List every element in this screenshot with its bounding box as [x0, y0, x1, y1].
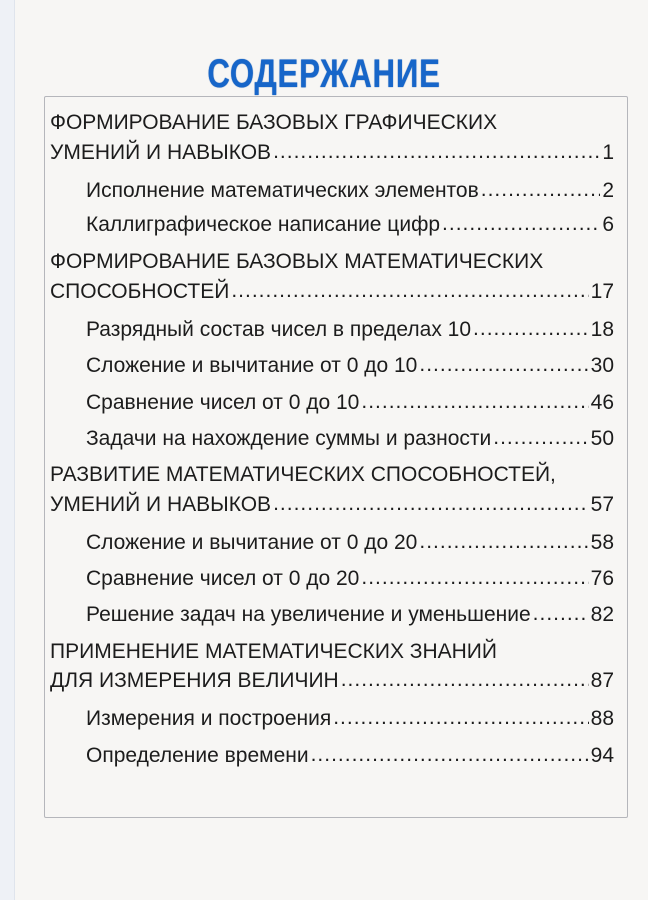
toc-item-label: Разрядный состав чисел в пределах 10 — [86, 318, 472, 341]
toc-item-page: 88 — [590, 707, 614, 730]
leader-dots — [333, 705, 588, 731]
toc-item[interactable] — [86, 566, 614, 592]
toc-item[interactable] — [86, 530, 614, 556]
toc-item[interactable] — [86, 212, 614, 238]
page-title: СОДЕРЖАНИЕ — [207, 52, 441, 96]
toc-section-1-line1: ФОРМИРОВАНИЕ БАЗОВЫХ ГРАФИЧЕСКИХ — [50, 111, 498, 134]
toc-item-label: Исполнение математических элементов — [86, 179, 479, 202]
leader-dots — [481, 177, 601, 203]
toc-item-page: 58 — [590, 531, 614, 554]
toc-item-page: 30 — [590, 354, 614, 377]
toc-item[interactable] — [86, 426, 614, 452]
toc-section-4-line1: ПРИМЕНЕНИЕ МАТЕМАТИЧЕСКИХ ЗНАНИЙ — [50, 640, 497, 663]
toc-item-label: Определение времени — [86, 744, 309, 767]
toc-item[interactable] — [86, 178, 614, 204]
leader-dots — [361, 565, 588, 591]
toc-section-4-line2: ДЛЯ ИЗМЕРЕНИЯ ВЕЛИЧИН — [50, 669, 339, 692]
leader-dots — [361, 389, 588, 415]
toc-section-4[interactable] — [50, 668, 614, 694]
toc-item-label: Сложение и вычитание от 0 до 20 — [86, 531, 418, 554]
toc-section-3[interactable] — [50, 492, 614, 518]
toc-item-label: Сравнение чисел от 0 до 10 — [86, 391, 360, 414]
toc-item[interactable] — [86, 353, 614, 379]
toc-section-1-page: 1 — [602, 141, 614, 164]
leader-dots — [231, 278, 588, 304]
toc-section-1-line2: УМЕНИЙ И НАВЫКОВ — [50, 141, 272, 164]
toc-item[interactable] — [86, 317, 614, 343]
toc-item[interactable] — [86, 390, 614, 416]
leader-dots — [533, 601, 589, 627]
toc-item-label: Сложение и вычитание от 0 до 10 — [86, 354, 418, 377]
leader-dots — [419, 352, 588, 378]
toc-item[interactable] — [86, 602, 614, 628]
toc-section-2-line1: ФОРМИРОВАНИЕ БАЗОВЫХ МАТЕМАТИЧЕСКИХ — [50, 250, 544, 273]
toc-item-page: 50 — [590, 427, 614, 450]
toc-section-4-page: 87 — [590, 669, 614, 692]
toc-item-page: 2 — [602, 179, 614, 202]
toc-item-label: Измерения и построения — [86, 707, 332, 730]
leader-dots — [341, 667, 589, 693]
toc-item-page: 82 — [590, 603, 614, 626]
toc-section-2-line2: СПОСОБНОСТЕЙ — [50, 280, 230, 303]
leader-dots — [473, 316, 589, 342]
leader-dots — [493, 425, 588, 451]
leader-dots — [273, 139, 600, 165]
toc-item-label: Каллиграфическое написание цифр — [86, 213, 441, 236]
toc-section-2-page: 17 — [590, 280, 614, 303]
toc-section-1[interactable] — [50, 140, 614, 166]
toc-item-page: 94 — [590, 744, 614, 767]
toc-item-page: 6 — [602, 213, 614, 236]
toc-section-3-line2: УМЕНИЙ И НАВЫКОВ — [50, 493, 272, 516]
toc-item-page: 18 — [590, 318, 614, 341]
leader-dots — [442, 211, 600, 237]
toc-item[interactable] — [86, 743, 614, 769]
leader-dots — [311, 742, 589, 768]
leader-dots — [273, 491, 589, 517]
toc-item-page: 76 — [590, 567, 614, 590]
toc-item[interactable] — [86, 706, 614, 732]
toc-item-label: Сравнение чисел от 0 до 20 — [86, 567, 360, 590]
toc-section-2[interactable] — [50, 279, 614, 305]
toc-section-3-line1: РАЗВИТИЕ МАТЕМАТИЧЕСКИХ СПОСОБНОСТЕЙ, — [50, 463, 556, 486]
toc-item-page: 46 — [590, 391, 614, 414]
toc-item-label: Задачи на нахождение суммы и разности — [86, 427, 492, 450]
leader-dots — [419, 529, 588, 555]
toc-item-label: Решение задач на увеличение и уменьшение — [86, 603, 531, 626]
page-binding-edge — [0, 0, 15, 900]
toc-section-3-page: 57 — [590, 493, 614, 516]
